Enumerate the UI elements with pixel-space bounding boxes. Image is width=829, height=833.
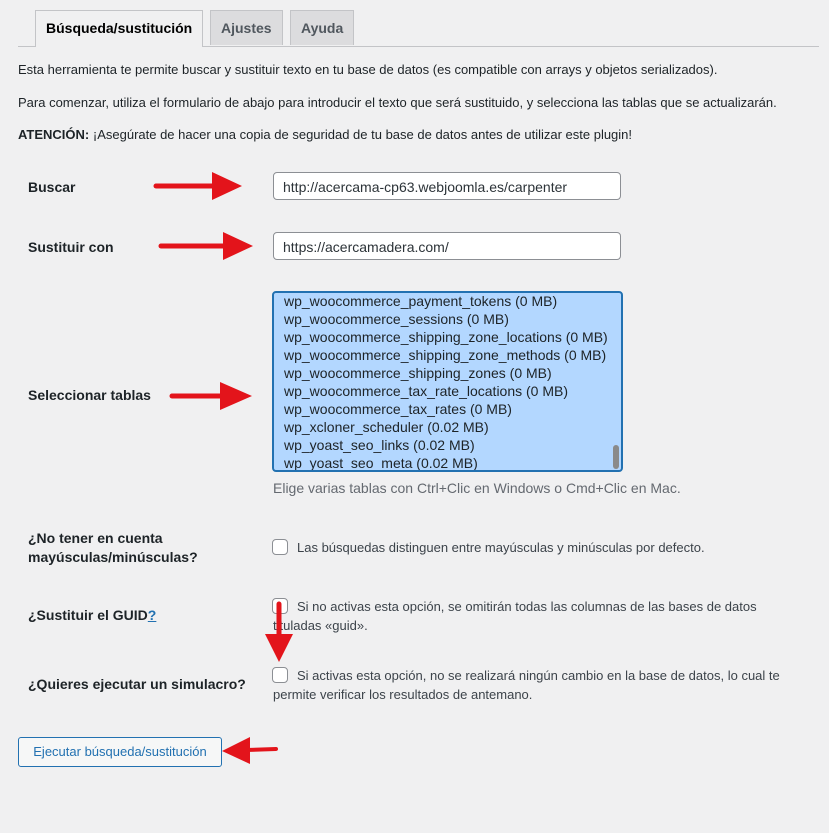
instructions-text: Para comenzar, utiliza el formulario de abajo para introducir el texto que será sustituido, y selecciona las tablas que se actualizarán.: [18, 95, 777, 110]
intro-text: Esta herramienta te permite buscar y sustituir texto en tu base de datos (es compatible con arrays y objetos serializados).: [18, 62, 718, 77]
dryrun-description-line2: permite verificar los resultados de antemano.: [273, 687, 533, 702]
table-option[interactable]: wp_woocommerce_shipping_zone_locations (0 MB): [284, 329, 608, 345]
table-option[interactable]: wp_woocommerce_tax_rates (0 MB): [284, 401, 512, 417]
search-label: Buscar: [28, 179, 76, 195]
run-search-replace-button[interactable]: Ejecutar búsqueda/sustitución: [18, 737, 222, 767]
replace-input[interactable]: https://acercamadera.com/: [273, 232, 621, 260]
warning-message: ¡Asegúrate de hacer una copia de seguridad de tu base de datos antes de utilizar este plugin!: [89, 127, 633, 142]
table-option[interactable]: wp_woocommerce_payment_tokens (0 MB): [284, 293, 558, 309]
case-label-line2: mayúsculas/minúsculas?: [28, 549, 198, 565]
tables-hint: Elige varias tablas con Ctrl+Clic en Windows o Cmd+Clic en Mac.: [273, 480, 681, 496]
warning-label: ATENCIÓN:: [18, 127, 90, 142]
guid-description-line2: tituladas «guid».: [273, 618, 368, 633]
arrow-annotation-replace: [155, 228, 260, 264]
tab-bar: [18, 10, 819, 47]
tables-scrollbar[interactable]: [613, 445, 619, 469]
tables-option-list: [274, 292, 608, 472]
tab-search-replace[interactable]: Búsqueda/sustitución: [35, 10, 203, 47]
table-option[interactable]: wp_woocommerce_tax_rate_locations (0 MB): [284, 383, 569, 399]
table-option[interactable]: wp_woocommerce_shipping_zones (0 MB): [284, 365, 552, 381]
table-option[interactable]: wp_yoast_seo_meta (0.02 MB): [284, 455, 478, 471]
case-label: [28, 529, 198, 567]
case-description: Las búsquedas distinguen entre mayúsculas y minúsculas por defecto.: [297, 540, 705, 555]
arrow-annotation-tables: [166, 378, 258, 414]
tables-label: Seleccionar tablas: [28, 387, 151, 403]
table-option[interactable]: wp_yoast_seo_links (0.02 MB): [284, 437, 475, 453]
arrow-annotation-search: [150, 168, 250, 204]
table-option[interactable]: wp_xcloner_scheduler (0.02 MB): [284, 419, 489, 435]
search-input[interactable]: http://acercama-cp63.webjoomla.es/carpenter: [273, 172, 621, 200]
guid-help-link[interactable]: ?: [147, 607, 157, 623]
arrow-annotation-dryrun: [262, 600, 296, 664]
warning-text: [18, 127, 632, 142]
guid-description-line1: Si no activas esta opción, se omitirán todas las columnas de las bases de datos: [297, 599, 757, 614]
guid-label: [28, 607, 156, 623]
replace-label: Sustituir con: [28, 239, 114, 255]
case-checkbox[interactable]: [272, 539, 288, 555]
tab-help[interactable]: Ayuda: [290, 10, 354, 45]
dryrun-description-line1: Si activas esta opción, no se realizará ningún cambio en la base de datos, lo cual te: [297, 668, 780, 683]
case-label-line1: ¿No tener en cuenta: [28, 530, 163, 546]
table-option[interactable]: wp_woocommerce_shipping_zone_methods (0 MB): [284, 347, 607, 363]
dryrun-label: ¿Quieres ejecutar un simulacro?: [28, 676, 246, 692]
tables-select[interactable]: [272, 291, 623, 472]
tab-settings[interactable]: Ajustes: [210, 10, 283, 45]
dryrun-checkbox[interactable]: [272, 667, 288, 683]
arrow-annotation-run-button: [218, 734, 282, 768]
table-option[interactable]: wp_woocommerce_sessions (0 MB): [284, 311, 509, 327]
guid-label-text: ¿Sustituir el GUID: [28, 607, 148, 623]
